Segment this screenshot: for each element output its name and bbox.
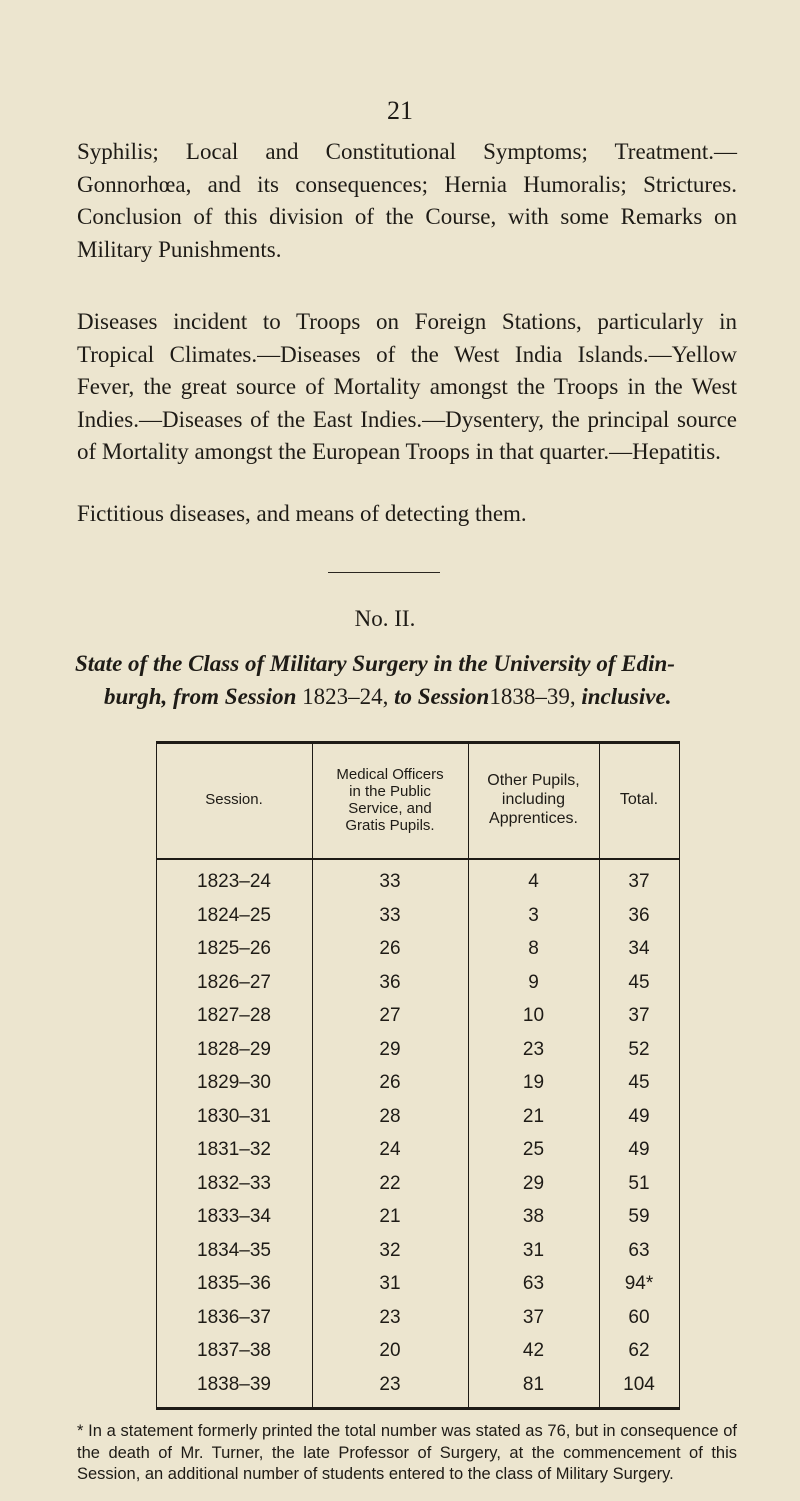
table-bottom-rule — [156, 1407, 680, 1410]
table-title-to: to Session — [394, 683, 490, 709]
cell-medical-officers: 32 — [379, 1239, 401, 1261]
cell-other-pupils: 3 — [528, 904, 539, 926]
class-statistics-table — [156, 741, 680, 1410]
table-row — [156, 899, 680, 933]
table-title-inclusive: inclusive. — [581, 683, 672, 709]
cell-session: 1830–31 — [197, 1105, 271, 1127]
cell-session: 1831–32 — [197, 1139, 271, 1160]
table-row — [156, 1234, 680, 1268]
paragraph-syphilis: Syphilis; Local and Constitutional Symptoms; Treatment.— Gonnorhœa, and its consequences; Hernia Humoralis; Strictures. Conclusion of this division of the Course, with some Remarks on Military Punishments. — [77, 139, 737, 262]
cell-session: 1829–30 — [197, 1072, 271, 1093]
cell-medical-officers: 20 — [379, 1340, 401, 1361]
cell-other-pupils: 42 — [522, 1340, 545, 1361]
cell-session: 1827–28 — [197, 1005, 271, 1026]
cell-other-pupils: 81 — [522, 1373, 545, 1395]
cell-total: 34 — [628, 938, 650, 959]
cell-other-pupils: 4 — [528, 871, 539, 892]
cell-session: 1828–29 — [197, 1038, 271, 1060]
cell-other-pupils: 8 — [528, 938, 539, 959]
table-row — [156, 1267, 680, 1301]
table-row — [156, 1200, 680, 1234]
header-other-pupils: Other Pupils, including Apprentices. — [487, 772, 580, 827]
cell-medical-officers: 23 — [379, 1306, 401, 1328]
cell-session: 1836–37 — [197, 1306, 271, 1328]
table-body — [156, 865, 680, 1401]
cell-medical-officers: 33 — [379, 904, 401, 926]
cell-medical-officers: 21 — [379, 1206, 401, 1227]
cell-session: 1833–34 — [197, 1206, 271, 1227]
section-heading: No. II. — [354, 606, 416, 631]
cell-other-pupils: 37 — [522, 1306, 545, 1328]
cell-total: 52 — [628, 1038, 650, 1060]
cell-total: 49 — [628, 1139, 650, 1160]
cell-total: 59 — [628, 1206, 650, 1227]
cell-medical-officers: 26 — [379, 938, 401, 959]
cell-other-pupils: 31 — [522, 1239, 545, 1261]
cell-session: 1824–25 — [197, 904, 271, 926]
cell-total: 45 — [628, 1072, 650, 1093]
cell-total: 49 — [628, 1105, 650, 1127]
table-row — [156, 1334, 680, 1368]
cell-total: 45 — [628, 971, 650, 993]
table-header-rule — [156, 858, 680, 860]
table-title-line2 — [75, 681, 745, 714]
cell-other-pupils: 21 — [522, 1105, 545, 1127]
table-row — [156, 932, 680, 966]
cell-total: 37 — [628, 1005, 650, 1026]
table-row — [156, 1100, 680, 1134]
table-row — [156, 999, 680, 1033]
cell-medical-officers: 24 — [379, 1139, 401, 1160]
cell-total: 94* — [624, 1273, 654, 1294]
cell-medical-officers: 23 — [379, 1373, 401, 1395]
cell-session: 1823–24 — [197, 871, 271, 892]
cell-session: 1832–33 — [197, 1172, 271, 1194]
cell-other-pupils: 19 — [522, 1072, 545, 1093]
cell-medical-officers: 29 — [379, 1038, 401, 1060]
cell-total: 36 — [628, 904, 650, 926]
cell-session: 1826–27 — [197, 971, 271, 993]
cell-session: 1837–38 — [197, 1340, 271, 1361]
header-medical-officers: Medical Officers in the Public Service, and Gratis Pupils. — [336, 765, 444, 834]
cell-medical-officers: 33 — [379, 871, 401, 892]
table-row — [156, 1133, 680, 1167]
table-row — [156, 966, 680, 1000]
cell-total: 63 — [628, 1239, 650, 1261]
section-divider — [328, 572, 440, 573]
table-row — [156, 1167, 680, 1201]
table-title-line1: State of the Class of Military Surgery in the University of Edin- — [75, 651, 675, 676]
page-number: 21 — [387, 96, 413, 125]
cell-other-pupils: 29 — [522, 1172, 545, 1194]
paragraph-fictitious-diseases: Fictitious diseases, and means of detecting them. — [77, 501, 527, 526]
cell-session: 1825–26 — [197, 938, 271, 959]
cell-session: 1838–39 — [197, 1373, 271, 1395]
table-row — [156, 1033, 680, 1067]
cell-medical-officers: 28 — [379, 1105, 401, 1127]
cell-other-pupils: 25 — [522, 1139, 545, 1160]
cell-other-pupils: 38 — [522, 1206, 545, 1227]
cell-session: 1835–36 — [197, 1273, 271, 1294]
table-row — [156, 865, 680, 899]
cell-total: 60 — [628, 1306, 650, 1328]
table-title-from: burgh, from Session — [104, 683, 297, 709]
cell-total: 37 — [628, 871, 650, 892]
cell-total: 51 — [628, 1172, 650, 1194]
cell-medical-officers: 36 — [379, 971, 401, 993]
cell-medical-officers: 27 — [379, 1005, 401, 1026]
header-session: Session. — [205, 791, 263, 808]
table-title-start-year: 1823–24, — [296, 683, 395, 709]
table-title — [75, 648, 745, 713]
table-title-end-year: 1838–39, — [489, 683, 582, 709]
cell-total: 104 — [623, 1373, 655, 1395]
cell-other-pupils: 9 — [528, 971, 539, 993]
table-row — [156, 1301, 680, 1335]
cell-other-pupils: 63 — [522, 1273, 545, 1294]
table-row — [156, 1066, 680, 1100]
paragraph-foreign-stations: Diseases incident to Troops on Foreign Stations, particularly in Tropical Climates.—Diseases of the West India Islands.—Yellow Fever, the great source of Mortality amongst the Troops in the West Indies.—Diseases of the East Indies.—Dysentery, the principal source of Mortality amongst the European Troops in that quarter.—Hepatitis. — [77, 309, 737, 464]
cell-session: 1834–35 — [197, 1239, 271, 1261]
header-total: Total. — [619, 791, 659, 808]
footnote: * In a statement formerly printed the total number was stated as 76, but in consequence of the death of Mr. Turner, the late Professor of Surgery, at the commencement of this Session, an additional number of students entered to the class of Military Surgery. — [77, 1422, 737, 1483]
table-row — [156, 1368, 680, 1402]
cell-other-pupils: 23 — [522, 1038, 545, 1060]
cell-medical-officers: 26 — [379, 1072, 401, 1093]
cell-total: 62 — [628, 1340, 650, 1361]
cell-medical-officers: 31 — [379, 1273, 401, 1294]
cell-other-pupils: 10 — [522, 1005, 545, 1026]
cell-medical-officers: 22 — [379, 1172, 401, 1194]
